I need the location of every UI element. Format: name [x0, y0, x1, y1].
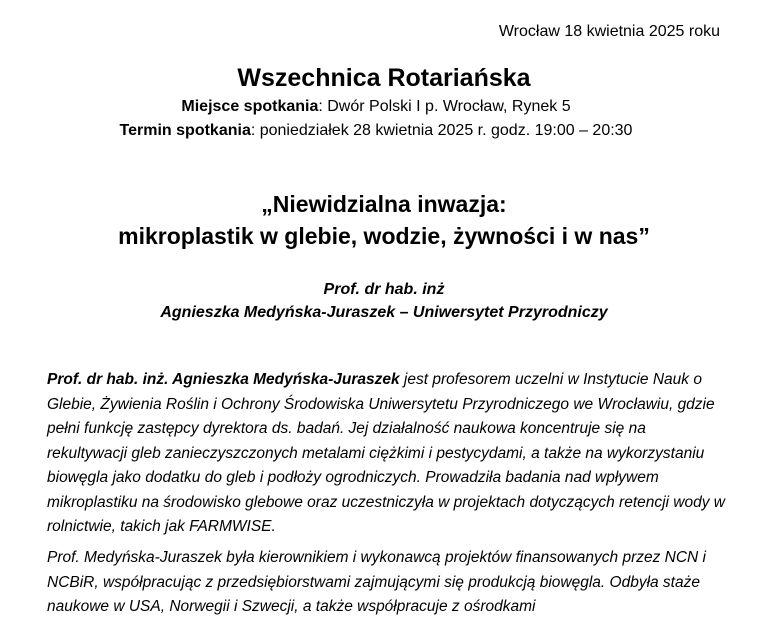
- bio-paragraph-2-text: Prof. Medyńska-Juraszek była kierownikiem i wykonawcą projektów finansowanych przez NCN i NCBiR, współpracując z przedsiębiorstwami zajmującymi się produkcją biowęgla. Odbyła staże naukowe w USA, Norwegii i Szwecji, a także współpracuje z ośrodkami: [47, 549, 706, 615]
- bio-paragraph-1-text: jest profesorem uczelni w Instytucie Nauk o Glebie, Żywienia Roślin i Ochrony Środowiska Uniwersytetu Przyrodniczego we Wrocławiu, gdzie pełni funkcję zastępcy dyrektora ds. badań. Jej działalność naukowa koncentruje się na rekultywacji gleb zanieczyszczonych metalami ciężkimi i pestycydami, a także na wykorzystaniu biowęgla jako dodatku do gleb i podłoży ogrodniczych. Prowadziła badania nad wpływem mikroplastiku na środowisko glebowe oraz uczestniczyła w projektach dotyczących retencji wody w rolnictwie, takich jak FARMWISE.: [47, 371, 725, 535]
- meeting-time: [0, 120, 760, 142]
- bio-paragraph-1: [47, 368, 727, 540]
- lecture-title: [0, 188, 768, 252]
- speaker-name: Agnieszka Medyńska-Juraszek – Uniwersytet Przyrodniczy: [160, 304, 608, 321]
- bio-speaker-name: Prof. dr hab. inż. Agnieszka Medyńska-Juraszek: [47, 371, 400, 388]
- meeting-place-value: : Dwór Polski I p. Wrocław, Rynek 5: [318, 98, 571, 115]
- meeting-place: [0, 96, 760, 118]
- bio-paragraph-2: [47, 546, 727, 620]
- speaker-degree: Prof. dr hab. inż: [323, 281, 445, 298]
- meeting-time-label: Termin spotkania: [119, 122, 251, 139]
- meeting-place-label: Miejsce spotkania: [181, 98, 319, 115]
- meeting-time-value: : poniedziałek 28 kwietnia 2025 r. godz. 19:00 – 20:30: [250, 122, 633, 139]
- event-title: Wszechnica Rotariańska: [237, 64, 531, 92]
- lecture-title-line1: „Niewidzialna inwazja:: [261, 191, 507, 217]
- document-date: Wrocław 18 kwietnia 2025 roku: [498, 23, 720, 40]
- lecture-title-line2: mikroplastik w glebie, wodzie, żywności i w nas”: [118, 223, 650, 249]
